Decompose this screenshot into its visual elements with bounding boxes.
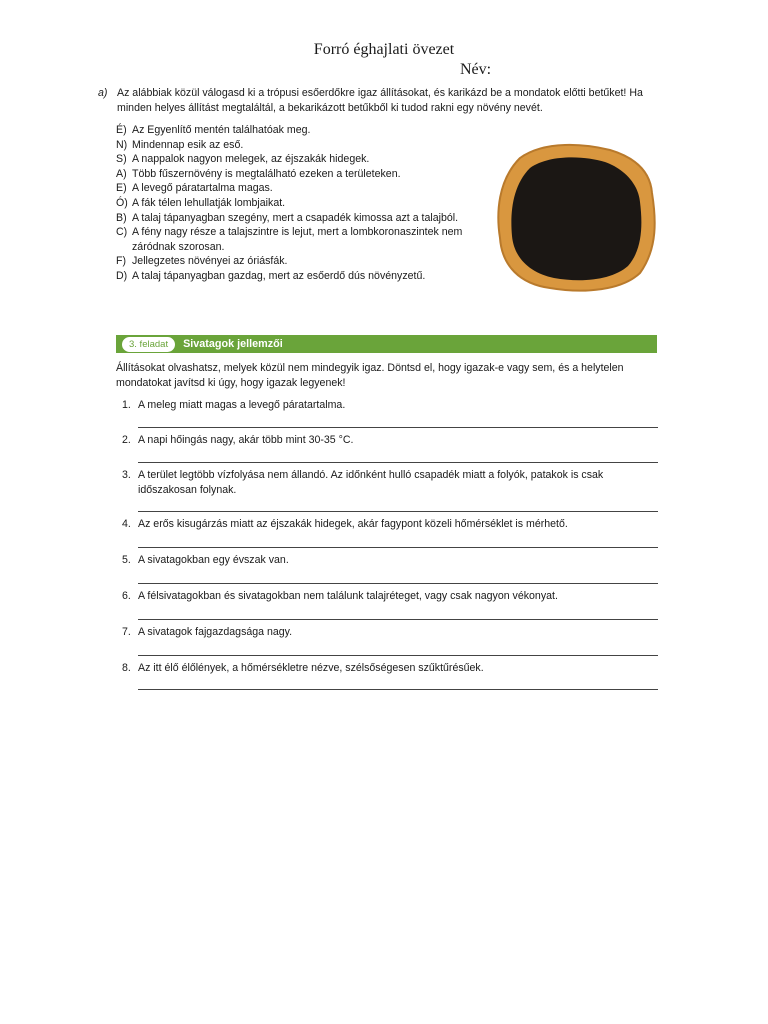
part-a-marker: a): [98, 87, 108, 99]
item-text: A meleg miatt magas a levegő páratartalma.: [138, 399, 346, 411]
statement-letter[interactable]: S): [116, 153, 127, 166]
statement-text: A talaj tápanyagban gazdag, mert az esőerdő dús növényzetű.: [132, 269, 426, 282]
item-text: A félsivatagokban és sivatagokban nem találunk talajréteget, vagy csak nagyon vékonyat.: [138, 590, 558, 602]
item-number: 4.: [122, 518, 131, 530]
task-3-header: [116, 335, 657, 353]
item-text: A napi hőingás nagy, akár több mint 30-35 °C.: [138, 434, 354, 446]
answer-line[interactable]: [138, 655, 658, 656]
statement-text: Az Egyenlítő mentén találhatóak meg.: [132, 124, 311, 136]
task-number-badge: 3. feladat: [122, 337, 175, 352]
item-text: Az erős kisugárzás miatt az éjszakák hidegek, akár fagypont közeli hőmérséklet is mérhető.: [138, 518, 568, 530]
item-number: 3.: [122, 469, 131, 481]
statement-letter[interactable]: D): [116, 269, 128, 282]
part-a-instructions: [98, 86, 658, 115]
item-number: 8.: [122, 662, 131, 674]
item-number: 2.: [122, 434, 131, 446]
statement-item[interactable]: [116, 225, 486, 254]
statement-text: A fény nagy része a talajszintre is lejut, mert a lombkoronaszintek nem záródnak szorosan.: [132, 226, 463, 253]
statement-text: Mindennap esik az eső.: [132, 138, 244, 151]
document-title: Forró éghajlati övezet: [313, 41, 455, 58]
statement-item[interactable]: [116, 167, 486, 182]
part-a-intro: Az alábbiak közül válogasd ki a trópusi esőerdőkre igaz állításokat, és karikázd be a mondatok előtti betűket! Ha minden helyes állítást megtaláltál, a bekarikázott betűkből ki tudod rakni egy növény nevét.: [117, 87, 643, 114]
name-label: Név:: [460, 61, 492, 78]
statement-letter[interactable]: É): [116, 124, 127, 136]
task-title: Sivatagok jellemzői: [183, 338, 283, 350]
statement-letter[interactable]: B): [116, 211, 127, 224]
statement-text: A nappalok nagyon melegek, az éjszakák hidegek.: [132, 153, 370, 166]
task-item: [116, 398, 661, 433]
tree-cross-section-icon: [490, 138, 660, 294]
task-item: [116, 468, 661, 517]
statement-item[interactable]: [116, 138, 486, 153]
answer-line[interactable]: [138, 511, 658, 512]
item-text: A sivatagokban egy évszak van.: [138, 554, 289, 566]
task-3-intro: Állításokat olvashatsz, melyek közül nem mindegyik igaz. Döntsd el, hogy igazak-e vagy sem, és a helytelen mondatokat javítsd ki úgy, hogy igazak legyenek!: [116, 362, 624, 389]
item-number: 1.: [122, 399, 131, 411]
task-item: [116, 661, 661, 697]
statement-item[interactable]: [116, 269, 486, 284]
statement-item[interactable]: [116, 181, 486, 196]
statement-letter[interactable]: E): [116, 182, 127, 195]
statement-text: Több fűszernövény is megtalálható ezeken a területeken.: [132, 167, 401, 180]
item-number: 6.: [122, 590, 131, 602]
answer-line[interactable]: [138, 462, 658, 463]
item-text: A sivatagok fajgazdagsága nagy.: [138, 626, 293, 638]
statement-text: A levegő páratartalma magas.: [132, 182, 273, 195]
task-3-items: [116, 398, 661, 697]
task-item: [116, 625, 661, 661]
task-item: [116, 553, 661, 589]
task-item: [116, 589, 661, 625]
answer-line[interactable]: [138, 547, 658, 548]
statement-item[interactable]: [116, 123, 486, 138]
statement-text: A talaj tápanyagban szegény, mert a csapadék kimossa azt a talajból.: [132, 211, 459, 224]
task-item: [116, 433, 661, 468]
statement-letter[interactable]: C): [116, 226, 128, 239]
statement-text: Jellegzetes növényei az óriásfák.: [132, 255, 288, 268]
item-number: 5.: [122, 554, 131, 566]
statement-list: [116, 123, 486, 284]
statement-item[interactable]: [116, 254, 486, 269]
statement-letter[interactable]: Ó): [116, 196, 128, 209]
task-item: [116, 517, 661, 553]
statement-item[interactable]: [116, 152, 486, 167]
answer-line[interactable]: [138, 619, 658, 620]
answer-line[interactable]: [138, 583, 658, 584]
item-text: Az itt élő élőlények, a hőmérsékletre nézve, szélsőségesen szűktűrésűek.: [138, 662, 484, 674]
answer-line[interactable]: [138, 427, 658, 428]
answer-line[interactable]: [138, 689, 658, 690]
statement-letter[interactable]: A): [116, 167, 127, 180]
statement-letter[interactable]: F): [116, 255, 126, 268]
item-number: 7.: [122, 626, 131, 638]
statement-item[interactable]: [116, 196, 486, 211]
item-text: A terület legtöbb vízfolyása nem állandó. Az időnként hulló csapadék miatt a folyók, patakok is csak időszakosan folynak.: [138, 469, 604, 496]
statement-letter[interactable]: N): [116, 138, 128, 151]
statement-item[interactable]: [116, 211, 486, 226]
statement-text: A fák télen lehullatják lombjaikat.: [132, 196, 286, 209]
